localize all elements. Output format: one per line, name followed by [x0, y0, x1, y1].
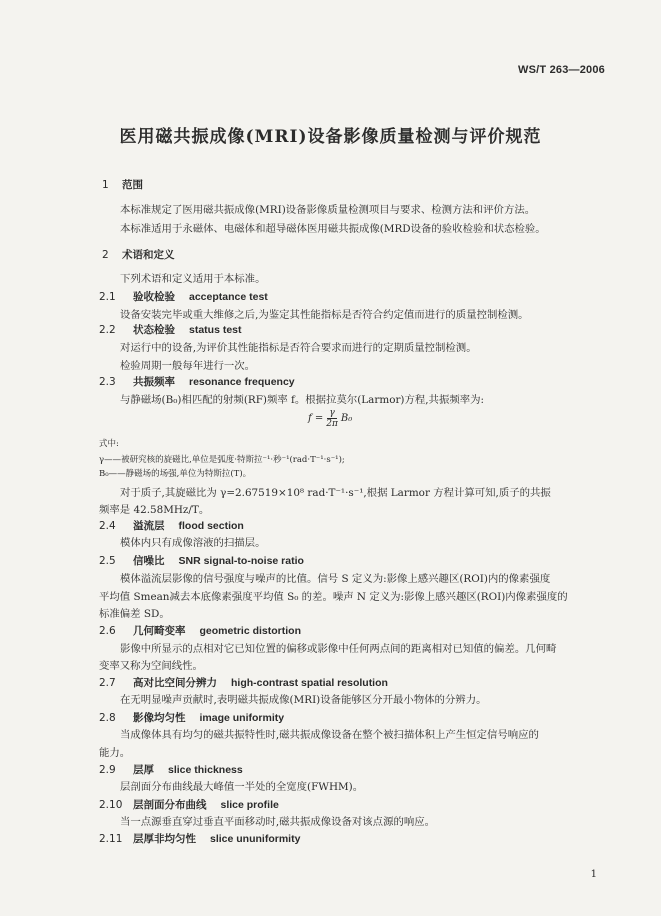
- paragraph: 对运行中的设备,为评价其性能指标是否符合要求而进行的定期质量控制检测。: [120, 342, 477, 354]
- term-en: status test: [189, 324, 242, 336]
- formula-numerator: γ: [329, 408, 335, 418]
- section-title: 范围: [122, 179, 143, 191]
- term-heading: [99, 290, 613, 304]
- paragraph: 与静磁场(B₀)相匹配的射频(RF)频率 f。根据拉莫尔(Larmor)方程,共振频率为:: [120, 394, 485, 406]
- term-zh: 信噪比: [133, 555, 165, 567]
- term-heading: [99, 554, 613, 568]
- formula-rhs: B₀: [340, 413, 353, 424]
- term-heading: [99, 798, 613, 812]
- section-title: 术语和定义: [122, 249, 175, 261]
- term-heading: [99, 711, 613, 725]
- term-en: flood section: [178, 520, 244, 532]
- term-number: 2.7: [99, 677, 116, 689]
- term-en: image uniformity: [199, 712, 285, 724]
- term-heading: [99, 832, 613, 846]
- page-number: 1: [590, 869, 597, 880]
- formula-denominator: 2π: [326, 419, 338, 429]
- term-zh: 几何畸变率: [133, 625, 186, 637]
- term-zh: 状态检验: [133, 324, 175, 336]
- section-number: 2: [102, 249, 109, 261]
- term-en: slice ununiformity: [210, 833, 301, 845]
- paragraph: 频率是 42.58MHz/T。: [99, 504, 210, 516]
- term-zh: 层厚非均匀性: [133, 833, 196, 845]
- paragraph: 平均值 Smean减去本底像素强度平均值 S₀ 的差。噪声 N 定义为:影像上感兴趣区(ROI)内像素强度的: [99, 591, 568, 603]
- paragraph: 本标准适用于永磁体、电磁体和超导磁体医用磁共振成像(MRD设备的验收检验和状态检验。: [120, 223, 546, 235]
- standard-code: WS/T 263—2006: [518, 64, 605, 76]
- document-title: 医用磁共振成像(MRI)设备影像质量检测与评价规范: [119, 127, 542, 147]
- term-number: 2.6: [99, 625, 116, 637]
- section-1-heading: [102, 178, 613, 192]
- term-en: slice profile: [220, 799, 279, 811]
- symbol-definition: B₀——静磁场的场强,单位为特斯拉(T)。: [99, 469, 252, 479]
- term-heading: [99, 519, 613, 533]
- paragraph: 影像中所显示的点相对它已知位置的偏移或影像中任何两点间的距离相对已知值的偏差。几何畸: [120, 643, 557, 655]
- paragraph: 在无明显噪声贡献时,表明磁共振成像(MRI)设备能够区分开最小物体的分辨力。: [120, 694, 487, 706]
- term-en: acceptance test: [189, 291, 268, 303]
- term-number: 2.3: [99, 376, 116, 388]
- term-heading: [99, 624, 613, 638]
- term-zh: 高对比空间分辨力: [133, 677, 217, 689]
- paragraph: 标准偏差 SD。: [99, 608, 170, 620]
- term-heading: [99, 676, 613, 690]
- paragraph: 变率又称为空间线性。: [99, 660, 203, 672]
- where-label: 式中:: [99, 439, 119, 449]
- term-number: 2.10: [99, 799, 123, 811]
- formula-fraction: [326, 408, 338, 429]
- paragraph: 检验周期一般每年进行一次。: [120, 360, 256, 372]
- term-number: 2.1: [99, 291, 116, 303]
- section-number: 1: [102, 179, 109, 191]
- paragraph: 当一点源垂直穿过垂直平面移动时,磁共振成像设备对该点源的响应。: [120, 816, 436, 828]
- term-en: high-contrast spatial resolution: [231, 677, 388, 689]
- term-number: 2.9: [99, 764, 116, 776]
- paragraph: 对于质子,其旋磁比为 γ=2.67519×10⁸ rad·T⁻¹·s⁻¹,根据 Larmor 方程计算可知,质子的共振: [120, 487, 551, 499]
- term-zh: 层剖面分布曲线: [133, 799, 207, 811]
- term-zh: 层厚: [133, 764, 154, 776]
- paragraph: 下列术语和定义适用于本标准。: [120, 273, 266, 285]
- section-2-heading: [102, 248, 613, 262]
- term-zh: 影像均匀性: [133, 712, 186, 724]
- term-zh: 验收检验: [133, 291, 175, 303]
- paragraph: 层剖面分布曲线最大峰值一半处的全宽度(FWHM)。: [120, 781, 364, 793]
- term-en: resonance frequency: [189, 376, 295, 388]
- paragraph: 模体溢流层影像的信号强度与噪声的比值。信号 S 定义为:影像上感兴趣区(ROI)内的像素强度: [120, 573, 551, 585]
- term-heading: [99, 763, 613, 777]
- term-heading: [99, 323, 613, 337]
- term-number: 2.11: [99, 833, 123, 845]
- term-zh: 共振频率: [133, 376, 175, 388]
- term-zh: 溢流层: [133, 520, 165, 532]
- paragraph: 当成像体具有均匀的磁共振特性时,磁共振成像设备在整个被扫描体积上产生恒定信号响应的: [120, 729, 539, 741]
- formula-lhs: f =: [308, 413, 324, 424]
- paragraph: 设备安装完毕或重大维修之后,为鉴定其性能指标是否符合约定值而进行的质量控制检测。: [120, 309, 529, 321]
- larmor-equation: [308, 408, 352, 429]
- paragraph: 模体内只有成像溶液的扫描层。: [120, 537, 266, 549]
- term-en: geometric distortion: [199, 625, 302, 637]
- term-en: SNR signal-to-noise ratio: [178, 555, 304, 567]
- term-number: 2.2: [99, 324, 116, 336]
- paragraph: 能力。: [99, 747, 131, 759]
- term-number: 2.5: [99, 555, 116, 567]
- symbol-definition: γ——被研究核的旋磁比,单位是弧度·特斯拉⁻¹·秒⁻¹(rad·T⁻¹·s⁻¹);: [99, 455, 345, 465]
- term-heading: [99, 375, 613, 389]
- term-number: 2.8: [99, 712, 116, 724]
- term-en: slice thickness: [168, 764, 243, 776]
- term-number: 2.4: [99, 520, 116, 532]
- paragraph: 本标准规定了医用磁共振成像(MRI)设备影像质量检测项目与要求、检测方法和评价方法。: [120, 204, 536, 216]
